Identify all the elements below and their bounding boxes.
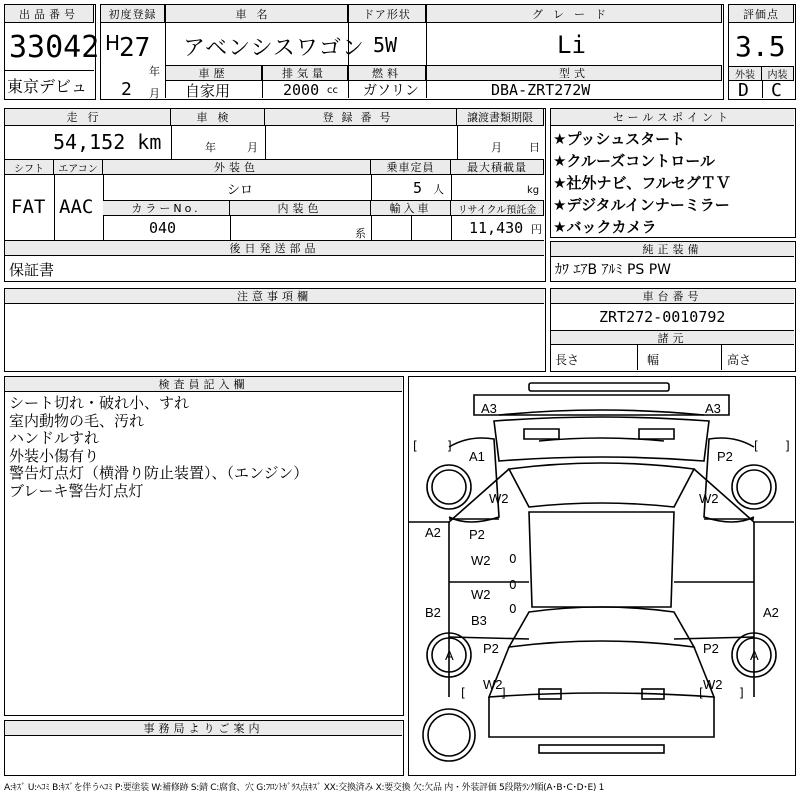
venue: 東京デビュ xyxy=(7,76,88,96)
svg-text:]: ] xyxy=(447,439,452,453)
fuel: ガソリン xyxy=(363,83,419,99)
capacity: 5 xyxy=(413,179,423,197)
sales-point: ★クルーズコントロール xyxy=(553,152,715,170)
grade-label: グレード xyxy=(427,5,722,23)
color: シロ xyxy=(227,182,254,198)
lot-no-label: 出品番号 xyxy=(5,5,94,23)
svg-text:[: [ xyxy=(754,439,759,453)
dims-height: 高さ xyxy=(727,353,752,367)
svg-text:[: [ xyxy=(461,686,466,700)
damage-mark: W2 xyxy=(471,553,491,568)
sales-point: ★バックカメラ xyxy=(553,218,657,236)
inspector-line: ブレーキ警告灯点灯 xyxy=(9,481,144,500)
year-unit: 年 xyxy=(149,65,160,78)
mileage: 54,152 km xyxy=(53,130,162,154)
svg-text:0: 0 xyxy=(509,552,517,566)
header-score xyxy=(728,4,796,100)
displacement-label: 排気量 xyxy=(262,66,348,81)
damage-mark: A3 xyxy=(481,401,497,416)
color-no-label: カラーNo. xyxy=(103,201,230,216)
damage-mark: P2 xyxy=(703,641,719,656)
inspection-label: 車検 xyxy=(171,109,265,126)
ext-score: D xyxy=(738,79,749,101)
inspector-label: 検査員記入欄 xyxy=(5,377,402,392)
chassis-no: ZRT272-0010792 xyxy=(599,308,726,326)
sales-points-label: セールスポイント xyxy=(551,109,794,126)
ext-label: 外装 xyxy=(729,66,762,81)
shift-label: シフト xyxy=(5,160,54,175)
first-reg-label: 初度登録 xyxy=(101,5,165,23)
inspector-box xyxy=(4,376,404,716)
score-label: 評価点 xyxy=(729,5,794,23)
shift: FAT xyxy=(11,196,46,218)
door: 5W xyxy=(373,33,398,57)
office-box xyxy=(4,720,404,776)
damage-mark: W2 xyxy=(703,677,723,692)
col-line xyxy=(230,216,231,240)
svg-text:]: ] xyxy=(501,686,506,700)
car-outline xyxy=(409,377,794,774)
col-line xyxy=(262,66,263,98)
fuel-label: 燃料 xyxy=(349,66,426,81)
inspector-line: 警告灯点灯（横滑り防止装置）、（エンジン） xyxy=(9,464,309,482)
mileage-label: 走行 xyxy=(5,109,171,126)
damage-diagram xyxy=(408,376,796,776)
dims-length: 長さ xyxy=(555,353,580,367)
history: 自家用 xyxy=(185,81,231,100)
spec-block xyxy=(4,108,546,282)
legend: A:ｷｽﾞ U:ﾍｺﾐ B:ｷｽﾞを伴うﾍｺﾐ P:要塗装 W:補修跡 S:錆 C:腐食、穴 G:ﾌﾛﾝﾄｶﾞﾗｽ点ｷｽﾞ XX:交換済み X:要交換 欠:欠品 内・外装評価 5段階ﾗﾝｸ順(A･B･C･D･E) 1 xyxy=(4,783,605,793)
later-parts: 保証書 xyxy=(9,260,55,279)
month-unit: 月 xyxy=(149,87,160,100)
grade: Li xyxy=(557,31,586,59)
transfer-day: 日 xyxy=(529,141,540,154)
chassis-box xyxy=(550,288,796,372)
load-label: 最大積載量 xyxy=(451,160,544,175)
notes-label: 注意事項欄 xyxy=(5,289,544,304)
damage-mark: A xyxy=(445,648,454,663)
history-label: 車歴 xyxy=(166,66,262,81)
office-label: 事務局よりご案内 xyxy=(5,721,402,736)
door-label: ドア形状 xyxy=(349,5,426,23)
damage-mark: W2 xyxy=(489,491,509,506)
col-line xyxy=(457,126,458,159)
svg-text:]: ] xyxy=(739,686,744,700)
ac-label: エアコン xyxy=(54,160,103,175)
damage-mark: A3 xyxy=(705,401,721,416)
car-name-label: 車名 xyxy=(166,5,348,23)
sales-point: ★デジタルインナーミラー xyxy=(553,196,730,214)
recycle: 11,430 xyxy=(469,219,524,237)
header-main xyxy=(100,4,724,100)
damage-mark: A1 xyxy=(469,449,485,464)
era: H xyxy=(105,31,121,55)
svg-text:0: 0 xyxy=(509,578,517,592)
header-lot xyxy=(4,4,100,100)
svg-text:0: 0 xyxy=(509,602,517,616)
col-line xyxy=(637,345,638,370)
insp-year: 年 xyxy=(205,141,216,154)
damage-mark: W2 xyxy=(699,491,719,506)
capacity-label: 乗車定員 xyxy=(371,160,451,175)
interior-color-label: 内装色 xyxy=(230,201,371,216)
equipment-box xyxy=(550,241,796,282)
damage-mark: W2 xyxy=(471,587,491,602)
svg-text:]: ] xyxy=(785,439,790,453)
damage-mark: P2 xyxy=(717,449,733,464)
capacity-unit: 人 xyxy=(433,183,444,196)
reg-label: 登録番号 xyxy=(265,109,457,126)
svg-text:[: [ xyxy=(413,439,418,453)
damage-mark: B3 xyxy=(471,613,487,628)
inspector-notes xyxy=(9,395,308,500)
col-line xyxy=(54,175,55,240)
damage-mark: W2 xyxy=(483,677,503,692)
dims-width: 幅 xyxy=(647,353,660,367)
recycle-label: リサイクル預託金 xyxy=(451,201,544,216)
sales-point: ★プッシュスタート xyxy=(553,130,686,148)
notes-box xyxy=(4,288,546,372)
col-line xyxy=(411,216,412,240)
col-line xyxy=(721,345,722,370)
car-name: アベンシスワゴン xyxy=(183,35,365,61)
damage-mark: A2 xyxy=(425,525,441,540)
sales-points-box xyxy=(550,108,796,238)
equipment-label: 純正装備 xyxy=(551,242,794,257)
damage-mark: A xyxy=(750,648,759,663)
inspector-line: 室内動物の毛、汚れ xyxy=(9,411,145,430)
model: DBA-ZRT272W xyxy=(491,81,591,99)
year: 27 xyxy=(119,33,151,63)
inspector-line: シート切れ・破れ小、すれ xyxy=(9,394,190,412)
reg-no-field xyxy=(266,126,457,159)
damage-mark: A2 xyxy=(763,605,779,620)
load-unit: kg xyxy=(527,185,540,196)
displacement: 2000 xyxy=(283,81,320,99)
col-line xyxy=(171,126,172,159)
later-parts-label: 後日発送部品 xyxy=(5,241,544,256)
inspector-line: ハンドルすれ xyxy=(9,429,100,447)
insp-month: 月 xyxy=(247,141,258,154)
dims-label: 諸元 xyxy=(551,330,794,345)
damage-mark: P2 xyxy=(483,641,499,656)
col-line xyxy=(762,81,763,98)
lot-no: 33042 xyxy=(9,29,100,65)
cc-unit: cc xyxy=(327,85,338,96)
model-label: 型式 xyxy=(427,66,722,81)
sales-point: ★社外ナビ、フルセグＴＶ xyxy=(553,174,731,192)
color-label: 外装色 xyxy=(103,160,371,175)
recycle-unit: 円 xyxy=(531,223,542,236)
color-no: 040 xyxy=(149,219,177,237)
sales-points-list xyxy=(553,128,731,238)
score: 3.5 xyxy=(735,29,786,63)
int-label: 内装 xyxy=(762,66,794,81)
ac: AAC xyxy=(59,196,94,218)
transfer-label: 譲渡書類期限 xyxy=(457,109,544,126)
transfer-month: 月 xyxy=(491,141,502,154)
damage-mark: P2 xyxy=(469,527,485,542)
interior-unit: 系 xyxy=(355,227,366,240)
chassis-label: 車台番号 xyxy=(551,289,794,304)
svg-text:[: [ xyxy=(699,686,704,700)
equipment-value: ｶﾜ ｴｱB ｱﾙﾐ PS PW xyxy=(555,262,672,278)
int-score: C xyxy=(771,79,782,101)
damage-mark: B2 xyxy=(425,605,441,620)
inspector-line: 外装小傷有り xyxy=(9,446,100,465)
import-label: 輸入車 xyxy=(371,201,451,216)
month: 2 xyxy=(121,79,132,100)
